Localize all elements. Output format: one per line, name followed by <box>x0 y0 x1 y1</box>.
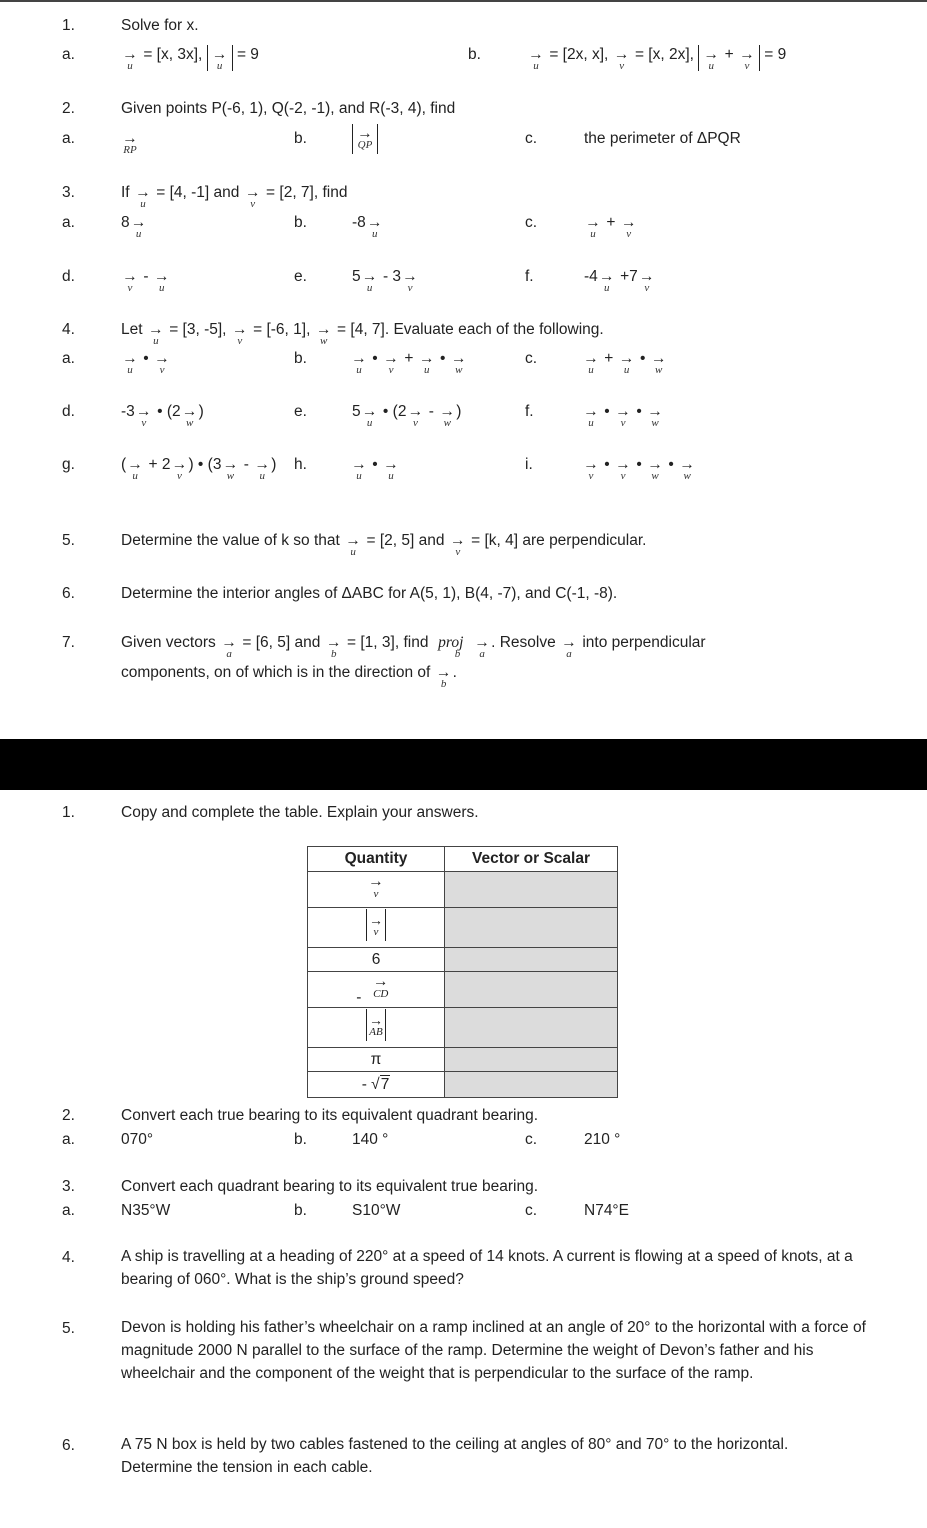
answer-cell[interactable] <box>445 1008 618 1048</box>
table-row <box>308 1072 618 1098</box>
quantity-six: 6 <box>308 948 445 972</box>
q3b-label: b. <box>294 214 307 231</box>
q7-text-line2: components, on of which is in the direction of → b . <box>121 664 457 690</box>
q4d-expr: -3 → v • (2 → w ) <box>121 403 204 429</box>
q2-text: Given points P(-6, 1), Q(-2, -1), and R(-3, 4), find <box>121 100 456 117</box>
q4c-expr: → u + → u • → w <box>583 350 667 376</box>
q1a-expression: → u = [x, 3x], → u = 9 <box>122 46 259 72</box>
q3d-label: d. <box>62 268 75 285</box>
answer-cell[interactable] <box>445 948 618 972</box>
quantity-table <box>307 846 618 1098</box>
quantity-magnitude-v: → v <box>308 908 445 948</box>
q4h-expr: → u • → u <box>351 456 399 482</box>
p2-q3-number: 3. <box>62 1178 75 1195</box>
p2-q2b-label: b. <box>294 1131 307 1148</box>
q2c-label: c. <box>525 130 538 147</box>
q2b-label: b. <box>294 130 307 147</box>
answer-cell[interactable] <box>445 872 618 908</box>
q1a-label: a. <box>62 46 75 63</box>
quantity-vector-v: → v <box>308 872 445 908</box>
q2b-magnitude-qp: → QP <box>352 124 378 154</box>
p2-q6-text: A 75 N box is held by two cables fastened to the ceiling at angles of 80° and 70° to the horizontal. Determine the tension in each cable. <box>121 1436 789 1476</box>
q3a-expr: 8 → u <box>121 214 147 240</box>
q4a-label: a. <box>62 350 75 367</box>
q3f-label: f. <box>525 268 534 285</box>
p2-q3c-label: c. <box>525 1202 538 1219</box>
p2-q2c-label: c. <box>525 1131 538 1148</box>
answer-cell[interactable] <box>445 972 618 1008</box>
q3b-expr: -8 → u <box>352 214 383 240</box>
p2-q5-number: 5. <box>62 1320 75 1337</box>
q4a-expr: → u • → v <box>122 350 170 376</box>
q3c-expr: → u + → v <box>585 214 637 240</box>
q4-number: 4. <box>62 321 75 338</box>
quantity-neg-sqrt7: - √7 <box>308 1072 445 1098</box>
answer-cell[interactable] <box>445 1072 618 1098</box>
q3d-expr: → v - → u <box>122 268 170 294</box>
p2-q3c-value: N74°E <box>584 1202 629 1219</box>
table-row <box>308 1008 618 1048</box>
q3e-label: e. <box>294 268 307 285</box>
q6-number: 6. <box>62 585 75 602</box>
table-row <box>308 908 618 948</box>
q4f-label: f. <box>525 403 534 420</box>
q2c-text: the perimeter of ΔPQR <box>584 130 741 147</box>
q4e-label: e. <box>294 403 307 420</box>
q4e-expr: 5 → u • (2 → v - → w ) <box>352 403 462 429</box>
q2-number: 2. <box>62 100 75 117</box>
q4g-label: g. <box>62 456 75 473</box>
p2-q3a-value: N35°W <box>121 1202 171 1219</box>
p2-q1-text: Copy and complete the table. Explain your answers. <box>121 804 479 821</box>
q4b-label: b. <box>294 350 307 367</box>
section-divider-band <box>0 739 927 790</box>
q3f-expr: -4 → u +7 → v <box>584 268 655 294</box>
top-rule <box>0 0 927 2</box>
q1b-expression: → u = [2x, x], → v = [x, 2x], → u + → v = 9 <box>528 46 787 72</box>
q3a-label: a. <box>62 214 75 231</box>
q1-text: Solve for x. <box>121 17 199 34</box>
table-row <box>308 948 618 972</box>
answer-cell[interactable] <box>445 908 618 948</box>
q3-text: If → u = [4, -1] and → v = [2, 7], find <box>121 184 348 210</box>
q3-number: 3. <box>62 184 75 201</box>
p2-q4-number: 4. <box>62 1249 75 1266</box>
quantity-magnitude-ab: → AB <box>308 1008 445 1048</box>
quantity-pi: π <box>308 1048 445 1072</box>
q4g-expr: ( → u + 2 → v ) • (3 → w - → u ) <box>121 456 277 482</box>
q7-number: 7. <box>62 634 75 651</box>
q1-number: 1. <box>62 17 75 34</box>
q4-text: Let → u = [3, -5], → v = [-6, 1], → w = [4, 7]. Evaluate each of the following. <box>121 321 604 347</box>
q3e-expr: 5 → u - 3 → v <box>352 268 418 294</box>
answer-cell[interactable] <box>445 1048 618 1072</box>
table-row <box>308 872 618 908</box>
p2-q3a-label: a. <box>62 1202 75 1219</box>
q4f-expr: → u • → v • → w <box>583 403 663 429</box>
q7-text-line1: Given vectors → a = [6, 5] and → b = [1, 3], find proj b⃗ → a . Resolve → a into perpendicular <box>121 634 706 660</box>
q2a-label: a. <box>62 130 75 147</box>
table-row <box>308 972 618 1008</box>
table-header-quantity: Quantity <box>308 847 445 872</box>
q1b-label: b. <box>468 46 481 63</box>
q3c-label: c. <box>525 214 538 231</box>
q5-text: Determine the value of k so that → u = [2, 5] and → v = [k, 4] are perpendicular. <box>121 532 647 558</box>
table-row <box>308 1048 618 1072</box>
p2-q2c-value: 210 ° <box>584 1131 621 1148</box>
p2-q5-text: Devon is holding his father’s wheelchair on a ramp inclined at an angle of 20° to the horizontal with a force of magnitude 2000 N parallel to the surface of the ramp. Determine the weight of Devon’s father and his wheelchair and the component of the weight that is perpendicular to the surface of the ramp. <box>121 1319 866 1382</box>
q4b-expr: → u • → v + → u • → w <box>351 350 467 376</box>
q2a-vector-rp: → RP <box>122 130 138 156</box>
q4d-label: d. <box>62 403 75 420</box>
p2-q6-number: 6. <box>62 1437 75 1454</box>
p2-q2a-label: a. <box>62 1131 75 1148</box>
q4i-label: i. <box>525 456 533 473</box>
p2-q3b-label: b. <box>294 1202 307 1219</box>
q4h-label: h. <box>294 456 307 473</box>
p2-q4-text: A ship is travelling at a heading of 220° at a speed of 14 knots. A current is flowing at a speed of knots, at a bearing of 060°. What is the ship’s ground speed? <box>121 1248 853 1288</box>
p2-q3-text: Convert each quadrant bearing to its equivalent true bearing. <box>121 1178 539 1195</box>
p2-q2b-value: 140 ° <box>352 1131 389 1148</box>
q4c-label: c. <box>525 350 538 367</box>
quantity-negative-cd: - → CD <box>308 972 445 1008</box>
p2-q3b-value: S10°W <box>352 1202 401 1219</box>
q4i-expr: → v • → v • → w • → w <box>583 456 695 482</box>
p2-q2-number: 2. <box>62 1107 75 1124</box>
p2-q2a-value: 070° <box>121 1131 154 1148</box>
q6-text: Determine the interior angles of ΔABC for A(5, 1), B(4, -7), and C(-1, -8). <box>121 585 618 602</box>
p2-q1-number: 1. <box>62 804 75 821</box>
q5-number: 5. <box>62 532 75 549</box>
table-header-vector-or-scalar: Vector or Scalar <box>445 847 618 872</box>
p2-q2-text: Convert each true bearing to its equivalent quadrant bearing. <box>121 1107 539 1124</box>
